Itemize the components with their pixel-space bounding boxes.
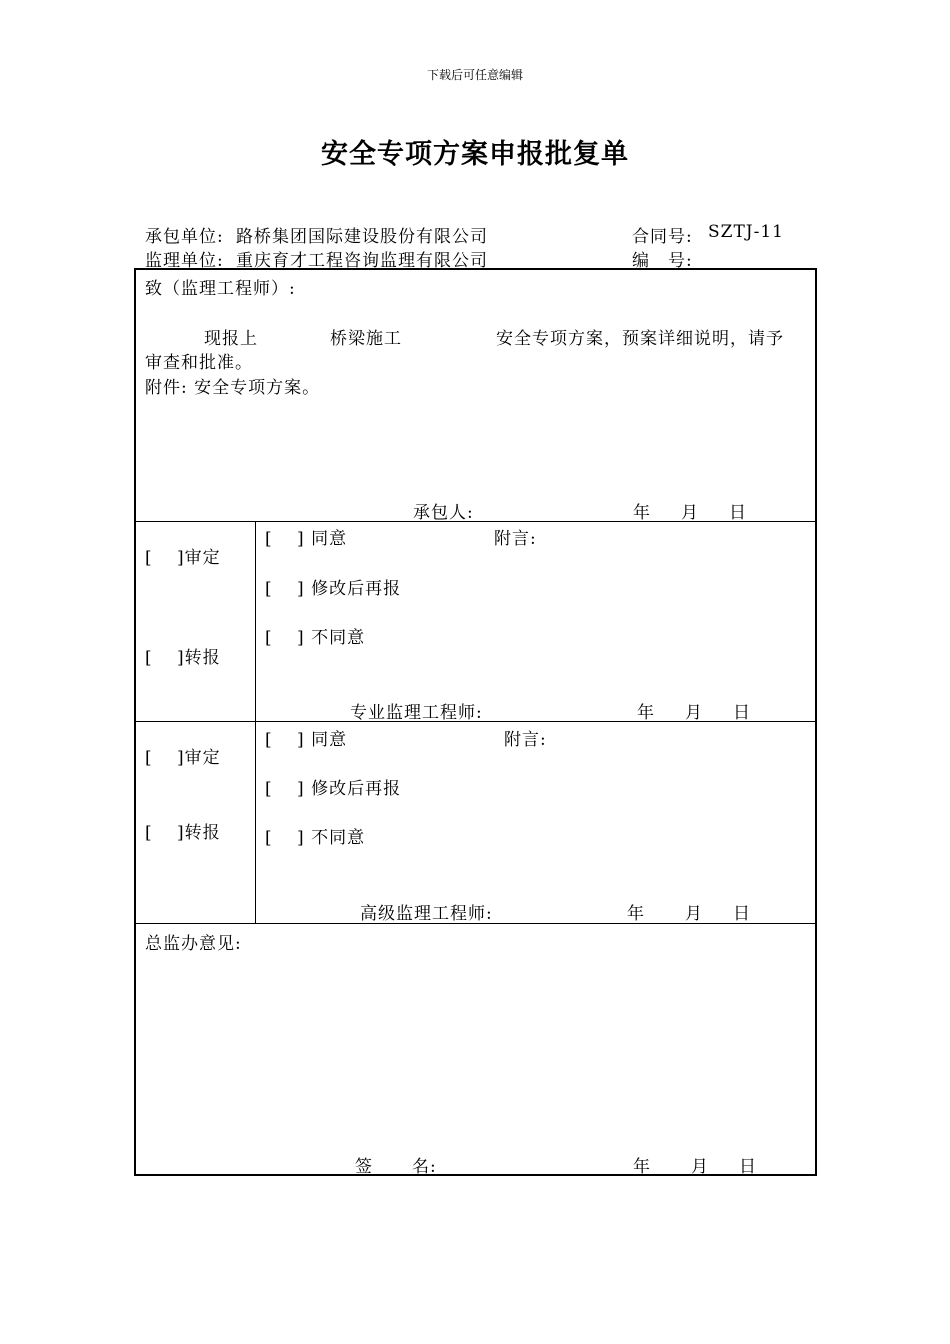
date-day: 日	[733, 703, 751, 723]
addressee: 致（监理工程师）:	[145, 279, 296, 299]
signature-label-1: 签	[355, 1157, 373, 1177]
option-approve-checkbox[interactable]: [ ]审定	[145, 548, 221, 568]
contractor-signer: 承包人:	[413, 503, 474, 523]
option-forward-checkbox[interactable]: [ ]转报	[145, 648, 221, 668]
option-disagree-checkbox[interactable]: [ ] 不同意	[265, 828, 366, 848]
report-suffix: 安全专项方案，预案详细说明，请予	[496, 329, 784, 349]
date-month: 月	[685, 904, 703, 924]
contractor-label: 承包单位:	[145, 227, 224, 247]
senior-engineer-signer: 高级监理工程师:	[360, 904, 493, 924]
divider	[136, 521, 815, 522]
date-day: 日	[729, 503, 747, 523]
supervisor-value: 重庆育才工程咨询监理有限公司	[236, 251, 488, 271]
contractor-value: 路桥集团国际建设股份有限公司	[236, 227, 488, 247]
date-year: 年	[627, 904, 645, 924]
date-month: 月	[685, 703, 703, 723]
option-revise-checkbox[interactable]: [ ] 修改后再报	[265, 579, 402, 599]
date-year: 年	[633, 1157, 651, 1177]
date-year: 年	[633, 503, 651, 523]
option-forward-checkbox[interactable]: [ ]转报	[145, 823, 221, 843]
report-prefix: 现报上	[204, 329, 258, 349]
page-title: 安全专项方案申报批复单	[321, 139, 629, 170]
option-disagree-checkbox[interactable]: [ ] 不同意	[265, 628, 366, 648]
report-line-2: 审查和批准。	[145, 353, 253, 373]
date-month: 月	[681, 503, 699, 523]
option-revise-checkbox[interactable]: [ ] 修改后再报	[265, 779, 402, 799]
attachment: 附件: 安全专项方案。	[145, 378, 321, 398]
contract-no-label: 合同号:	[632, 227, 693, 247]
divider	[255, 722, 256, 923]
note-label: 附言:	[494, 529, 537, 549]
report-item: 桥梁施工	[330, 329, 402, 349]
divider	[255, 522, 256, 722]
date-month: 月	[691, 1157, 709, 1177]
note-label: 附言:	[504, 730, 547, 750]
signature-label-2: 名:	[412, 1157, 437, 1177]
option-approve-checkbox[interactable]: [ ]审定	[145, 748, 221, 768]
option-agree-checkbox[interactable]: [ ] 同意	[265, 730, 348, 750]
date-year: 年	[637, 703, 655, 723]
date-day: 日	[739, 1157, 757, 1177]
serial-label: 编 号:	[632, 251, 693, 271]
supervisor-label: 监理单位:	[145, 251, 224, 271]
contract-no-value: SZTJ-11	[708, 222, 784, 242]
header-note: 下载后可任意编辑	[426, 68, 523, 82]
option-agree-checkbox[interactable]: [ ] 同意	[265, 529, 348, 549]
chief-office-opinion: 总监办意见:	[145, 934, 242, 954]
specialist-engineer-signer: 专业监理工程师:	[350, 703, 483, 723]
date-day: 日	[733, 904, 751, 924]
